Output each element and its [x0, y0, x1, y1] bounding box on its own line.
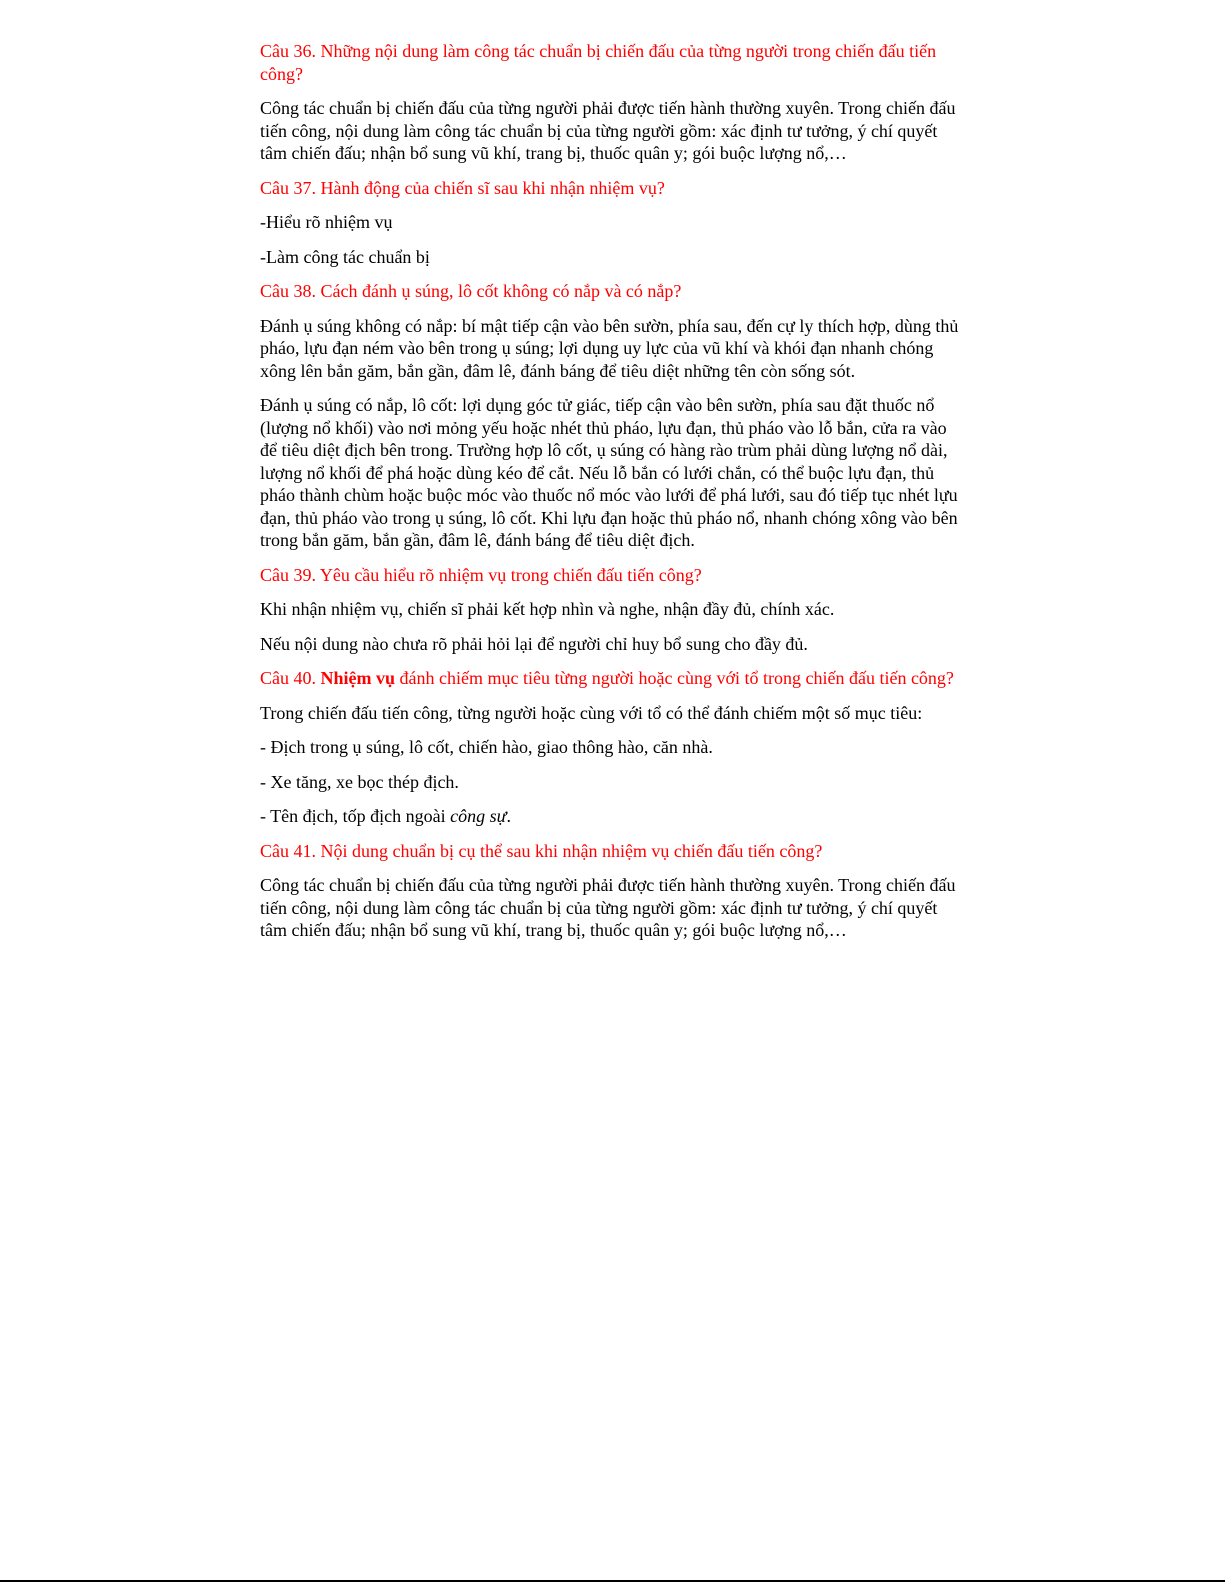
- question-40-answer-intro: Trong chiến đấu tiến công, từng người hoặc cùng với tổ có thể đánh chiếm một số mục tiêu:: [260, 702, 923, 723]
- question-37-answer-item-2: -Làm công tác chuẩn bị: [260, 246, 430, 267]
- question-40-answer-item-3: [260, 805, 960, 828]
- question-37-answer-item-1: -Hiểu rõ nhiệm vụ: [260, 212, 393, 232]
- question-36-title: Câu 36. Những nội dung làm công tác chuẩn bị chiến đấu của từng người trong chiến đấu tiến công?: [260, 41, 937, 84]
- question-39-answer-2: Nếu nội dung nào chưa rõ phải hỏi lại để người chỉ huy bổ sung cho đầy đủ.: [260, 633, 808, 654]
- question-40-item-3-italic: công sự: [450, 806, 507, 826]
- page-bottom-border: [0, 1580, 1225, 1582]
- question-40-item-3-suffix: .: [506, 806, 511, 826]
- question-40-title-prefix: Câu 40.: [260, 668, 316, 688]
- question-36-answer: Công tác chuẩn bị chiến đấu của từng người phải được tiến hành thường xuyên. Trong chiến đấu tiến công, nội dung làm công tác chuẩn bị của từng người gồm: xác định tư tưởng, ý chí quyết tâm chiến đấu; nhận bổ sung vũ khí, trang bị, thuốc quân y; gói buộc lượng nổ,…: [260, 98, 956, 163]
- question-40-title-rest: đánh chiếm mục tiêu từng người hoặc cùng với tổ trong chiến đấu tiến công?: [399, 668, 954, 688]
- question-40-answer-item-1: - Địch trong ụ súng, lô cốt, chiến hào, giao thông hào, căn nhà.: [260, 737, 713, 757]
- question-37-title: Câu 37. Hành động của chiến sĩ sau khi nhận nhiệm vụ?: [260, 177, 665, 198]
- question-38-answer-covered: Đánh ụ súng có nắp, lô cốt: lợi dụng góc tử giác, tiếp cận vào bên sườn, phía sau đặt thuốc nổ (lượng nổ khối) vào nơi mỏng yếu hoặc nhét thủ pháo, lựu đạn, thủ pháo vào lỗ bắn, cửa ra vào để tiêu diệt địch bên trong. Trường hợp lô cốt, ụ súng có hàng rào trùm phải dùng lượng nổ dài, lượng nổ khối để phá hoặc dùng kéo để cắt. Nếu lỗ bắn có lưới chắn, có thể buộc lựu đạn, thủ pháo thành chùm hoặc buộc móc vào thuốc nổ móc vào lưới để phá lưới, sau đó tiếp tục nhét lựu đạn, thủ pháo vào trong ụ súng, lô cốt. Khi lựu đạn hoặc thủ pháo nổ, nhanh chóng xông vào bên trong bắn găm, bắn gần, đâm lê, đánh báng để tiêu diệt địch.: [260, 395, 958, 550]
- document-page: [260, 40, 960, 954]
- question-40-item-3-prefix: - Tên địch, tốp địch ngoài: [260, 806, 446, 826]
- question-40-title: [260, 667, 960, 690]
- question-39-title: Câu 39. Yêu cầu hiểu rõ nhiệm vụ trong chiến đấu tiến công?: [260, 564, 702, 585]
- question-41-answer: Công tác chuẩn bị chiến đấu của từng người phải được tiến hành thường xuyên. Trong chiến đấu tiến công, nội dung làm công tác chuẩn bị của từng người gồm: xác định tư tưởng, ý chí quyết tâm chiến đấu; nhận bổ sung vũ khí, trang bị, thuốc quân y; gói buộc lượng nổ,…: [260, 875, 956, 940]
- question-39-answer-1: Khi nhận nhiệm vụ, chiến sĩ phải kết hợp nhìn và nghe, nhận đầy đủ, chính xác.: [260, 599, 835, 619]
- question-41-title: Câu 41. Nội dung chuẩn bị cụ thể sau khi nhận nhiệm vụ chiến đấu tiến công?: [260, 840, 823, 861]
- question-40-title-bold: Nhiệm vụ: [320, 668, 396, 688]
- question-38-answer-uncovered: Đánh ụ súng không có nắp: bí mật tiếp cận vào bên sườn, phía sau, đến cự ly thích hợp, dùng thủ pháo, lựu đạn ném vào bên trong ụ súng; lợi dụng uy lực của vũ khí và khói đạn nhanh chóng xông lên bắn găm, bắn gần, đâm lê, đánh báng để tiêu diệt những tên còn sống sót.: [260, 315, 959, 381]
- question-38-title: Câu 38. Cách đánh ụ súng, lô cốt không có nắp và có nắp?: [260, 281, 682, 301]
- question-40-answer-item-2: - Xe tăng, xe bọc thép địch.: [260, 771, 459, 792]
